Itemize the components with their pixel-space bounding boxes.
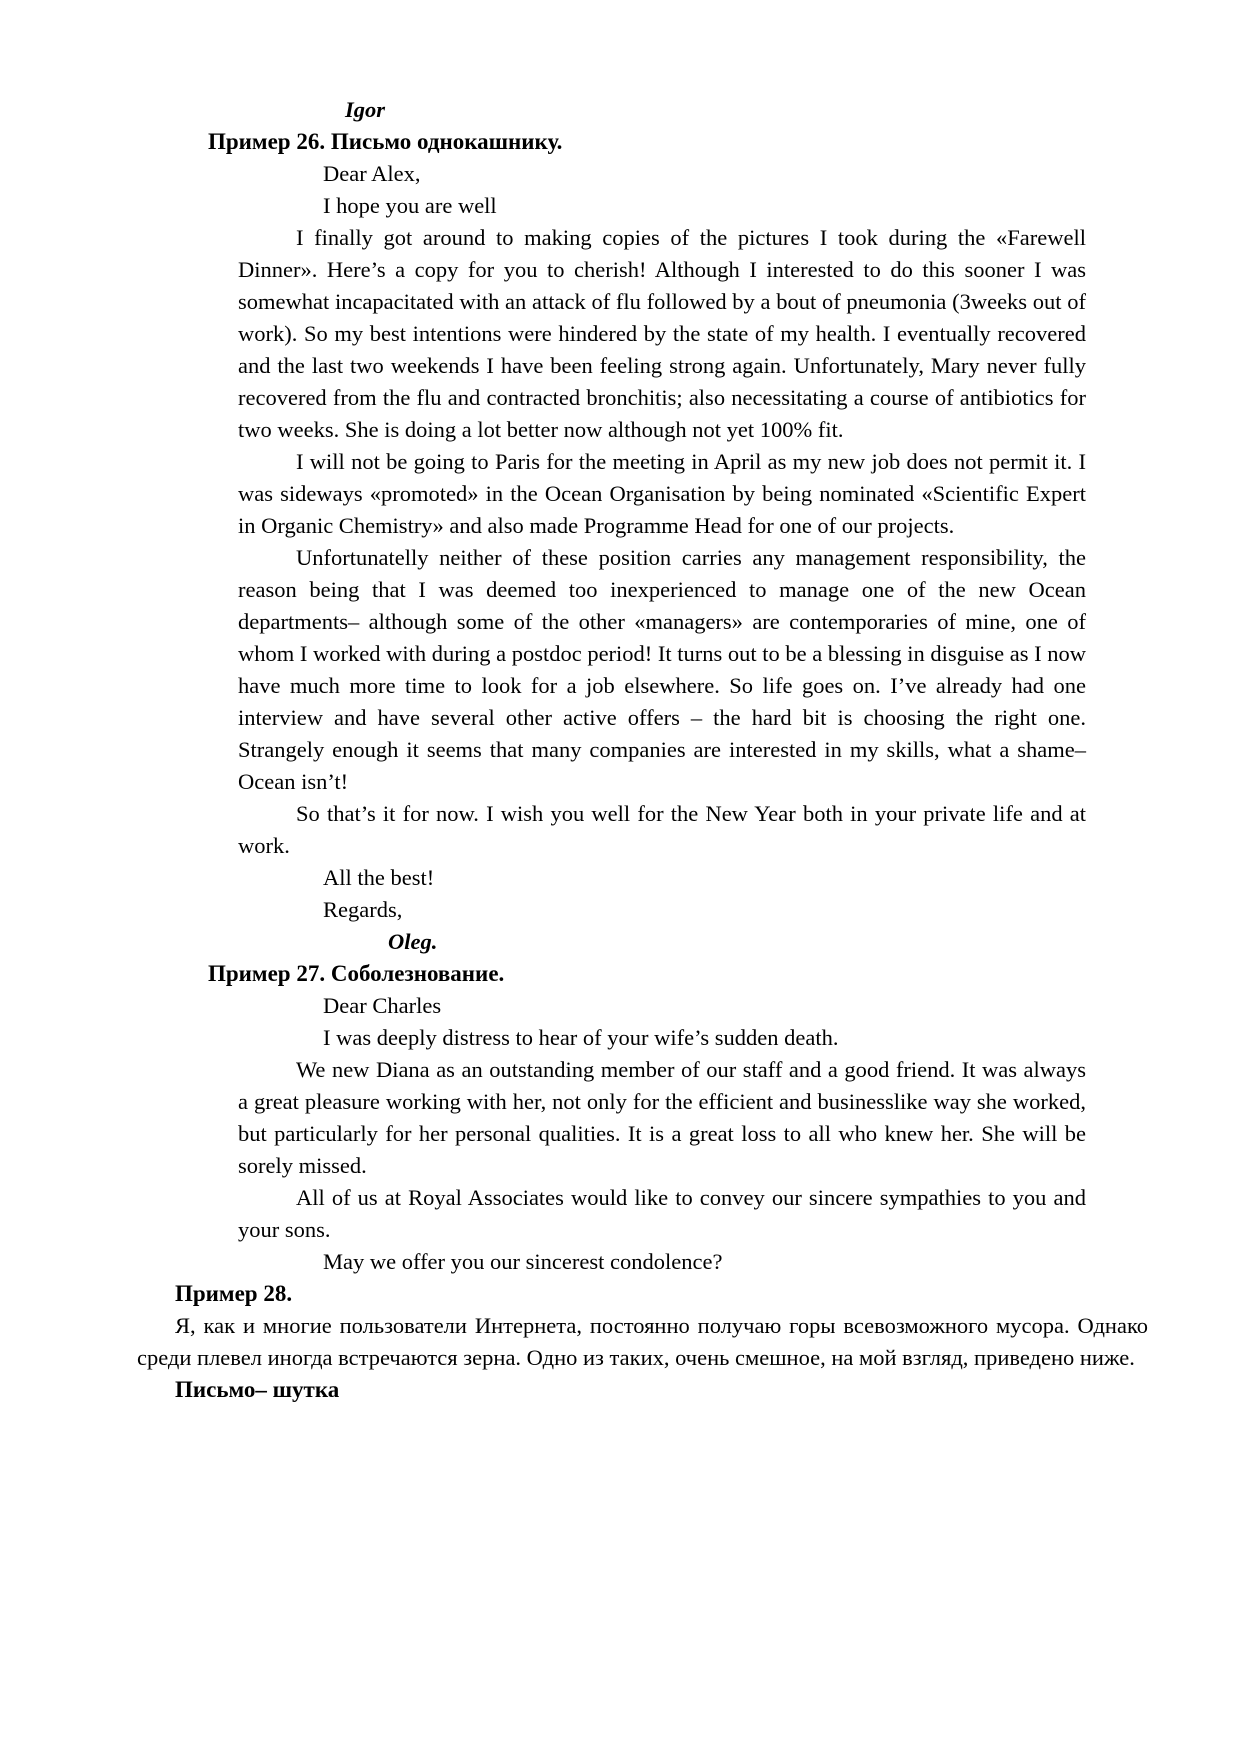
subheading-letter-joke: Письмо– шутка (175, 1377, 340, 1402)
heading-example-28: Пример 28. (175, 1281, 293, 1306)
letter-example-27 (238, 990, 1086, 1278)
example28-intro: Я, как и многие пользователи Интернета, постоянно получаю горы всевозможного мусора. Однако среди плевел иногда встречаются зерна. Одно из таких, очень смешное, на мой взгляд, приведено ниже. (137, 1313, 1148, 1370)
farewell-line: All the best! (323, 865, 435, 890)
letter-paragraph: I will not be going to Paris for the meeting in April as my new job does not permit it. I was sideways «promoted» in the Ocean Organisation by being nominated «Scientific Expert in Organic Chemistry» and also made Programme Head for one of our projects. (238, 449, 1086, 538)
letter-paragraph: We new Diana as an outstanding member of our staff and a good friend. It was always a great pleasure working with her, not only for the efficient and businesslike way she worked, but particularly for her personal qualities. It is a great loss to all who knew her. She will be sorely missed. (238, 1057, 1086, 1178)
signature-line: Oleg. (388, 929, 438, 954)
regards-line: Regards, (323, 897, 403, 922)
letter-paragraph: I finally got around to making copies of the pictures I took during the «Farewell Dinner». Here’s a copy for you to cherish! Although I interested to do this sooner I was somewhat incapacitated with an attack of flu followed by a bout of pneumonia (3weeks out of work). So my best intentions were hindered by the state of my health. I eventually recovered and the last two weekends I have been feeling strong again. Unfortunately, Mary never fully recovered from the flu and contracted bronchitis; also necessitating a course of antibiotics for two weeks. She is doing a lot better now although not yet 100% fit. (238, 225, 1086, 442)
heading-example-27: Пример 27. Соболезнование. (208, 961, 505, 986)
letter-paragraph: Unfortunatelly neither of these position carries any management responsibility, the reason being that I was deemed too inexperienced to manage one of the new Ocean departments– although some of the other «managers» are contemporaries of mine, one of whom I worked with during a postdoc period! It turns out to be a blessing in disguise as I now have much more time to look for a job elsewhere. So life goes on. I’ve already had one interview and have several other active offers – the hard bit is choosing the right one. Strangely enough it seems that many companies are interested in my skills, what a shame– Ocean isn’t! (238, 545, 1087, 794)
condolence-question: May we offer you our sincerest condolence? (323, 1249, 723, 1274)
heading-example-26: Пример 26. Письмо однокашнику. (208, 129, 563, 154)
opening-line: I hope you are well (323, 193, 497, 218)
previous-letter-signature: Igor (345, 97, 386, 122)
salutation-line: Dear Charles (323, 993, 442, 1018)
salutation-line: Dear Alex, (323, 161, 421, 186)
letter-example-26 (238, 158, 1086, 958)
closing-paragraph: So that’s it for now. I wish you well for the New Year both in your private life and at work. (238, 801, 1086, 858)
opening-line: I was deeply distress to hear of your wife’s sudden death. (323, 1025, 839, 1050)
letter-paragraph: All of us at Royal Associates would like to convey our sincere sympathies to you and your sons. (238, 1185, 1086, 1242)
